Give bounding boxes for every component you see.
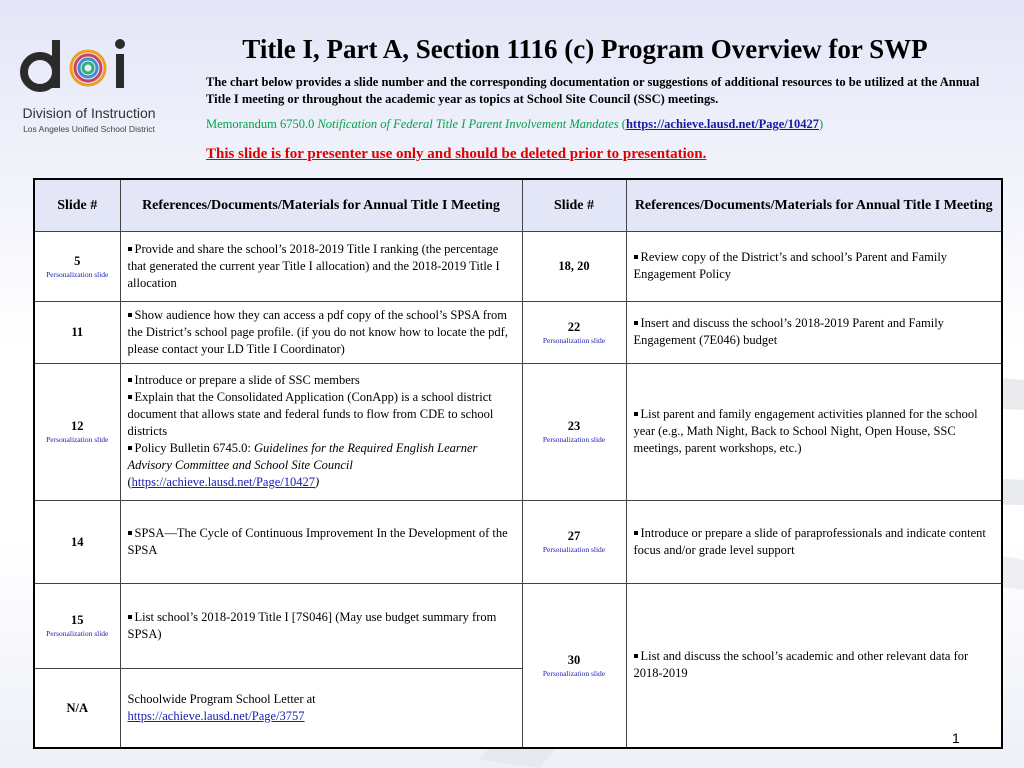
table-row <box>34 363 1002 500</box>
reference-cell <box>626 363 1002 500</box>
reference-cell <box>120 500 522 583</box>
slide-number: 22 <box>567 319 581 334</box>
list-item <box>634 406 995 457</box>
reference-cell <box>626 583 1002 748</box>
reference-cell <box>120 231 522 301</box>
policy-close: ) <box>314 475 320 489</box>
bullet-square-icon <box>128 531 132 535</box>
memorandum-line <box>206 117 996 132</box>
bullet-square-icon <box>128 395 132 399</box>
header-references-2: References/Documents/Materials for Annual Title I Meeting <box>626 179 1002 231</box>
policy-open: ( <box>127 475 132 489</box>
slide-number: 30 <box>567 652 581 667</box>
slide-number-cell <box>34 231 120 301</box>
list-item <box>128 525 515 559</box>
slide-number-cell <box>522 500 626 583</box>
slide-number-cell <box>34 668 120 748</box>
overview-table <box>33 178 1003 749</box>
list-item-text: Insert and discuss the school’s 2018-2019 Parent and Family Engagement (7E046) budget <box>633 316 944 347</box>
doi-logo <box>14 36 154 136</box>
list-item <box>128 241 515 292</box>
list-item-text: Show audience how they can access a pdf copy of the school’s SPSA from the District’s school page profile. (if you do not know how to locate the pdf, please contact your LD Title I Coordinator) <box>127 307 508 356</box>
list-item <box>634 648 995 682</box>
page-number: 1 <box>952 730 960 746</box>
bullet-square-icon <box>634 321 638 325</box>
header-slide-number-2: Slide # <box>522 179 626 231</box>
table-row <box>34 583 1002 668</box>
header-slide-number: Slide # <box>34 179 120 231</box>
intro-text: The chart below provides a slide number and the corresponding documentation or suggestions of additional resources to be utilized at the Annual Title I meeting or throughout the academic year as topics at School Site Council (SSC) meetings. <box>206 75 980 106</box>
bullet-square-icon <box>128 446 132 450</box>
logo-district-name: Los Angeles Unified School District <box>23 124 155 134</box>
personalization-note: Personalization slide <box>46 629 109 638</box>
bullet-square-icon <box>128 615 132 619</box>
page-title: Title I, Part A, Section 1116 (c) Program Overview for SWP <box>242 34 928 64</box>
slide-number-cell <box>34 363 120 500</box>
list-item-text: Introduce or prepare a slide of paraprofessionals and indicate content focus and/or grade level support <box>633 525 986 557</box>
memo-link[interactable]: https://achieve.lausd.net/Page/10427 <box>625 117 820 131</box>
list-item <box>128 372 515 389</box>
list-item <box>634 315 995 349</box>
slide-number-cell <box>522 231 626 301</box>
reference-cell <box>120 301 522 363</box>
slide-number: N/A <box>66 700 89 715</box>
bullet-square-icon <box>128 378 132 382</box>
list-item-text: SPSA—The Cycle of Continuous Improvement In the Development of the SPSA <box>127 525 508 557</box>
bullet-square-icon <box>634 531 638 535</box>
slide-number-cell <box>34 583 120 668</box>
slide-number: 12 <box>71 419 84 433</box>
reference-cell <box>120 583 522 668</box>
list-item <box>634 249 995 283</box>
list-item-text: Provide and share the school’s 2018-2019 Title I ranking (the percentage that generated the current year Title I allocation) and the 2018-2019 Title I allocation <box>127 241 500 290</box>
reference-cell <box>626 231 1002 301</box>
personalization-note: Personalization slide <box>542 435 606 444</box>
memo-title: Notification of Federal Title I Parent Involvement Mandates <box>317 117 619 131</box>
slide-number: 27 <box>567 529 581 543</box>
memo-close: ) <box>819 117 824 131</box>
memo-prefix: Memorandum 6750.0 <box>206 117 318 131</box>
personalization-note: Personalization slide <box>46 269 109 279</box>
list-item-text: Explain that the Consolidated Application (ConApp) is a school district document that allows state and federal funds to flow from CDE to school districts <box>127 390 494 438</box>
bullet-square-icon <box>634 654 638 658</box>
presenter-note: This slide is for presenter use only and should be deleted prior to presentation. <box>206 146 707 162</box>
list-item <box>128 609 515 643</box>
slide-number: 14 <box>71 534 84 549</box>
slide-number: 11 <box>71 325 84 339</box>
reference-cell <box>120 668 522 748</box>
slide-number: 5 <box>74 253 81 268</box>
list-item-text: List school’s 2018-2019 Title I [7S046] (May use budget summary from SPSA) <box>127 609 497 641</box>
bullet-square-icon <box>634 412 638 416</box>
slide-number-cell <box>522 363 626 500</box>
doi-logo-mark <box>20 36 150 94</box>
personalization-note: Personalization slide <box>542 545 606 554</box>
list-item <box>634 525 995 559</box>
list-item <box>128 307 515 358</box>
table-row <box>34 231 1002 301</box>
personalization-note: Personalization slide <box>542 335 606 345</box>
table-header-row <box>34 179 1002 231</box>
header-references: References/Documents/Materials for Annual Title I Meeting <box>120 179 522 231</box>
reference-cell <box>120 363 522 500</box>
slide-number-cell <box>34 500 120 583</box>
bullet-square-icon <box>128 247 132 251</box>
list-item-text: List parent and family engagement activities planned for the school year (e.g., Math Night, Back to School Night, Open House, SSC meetings, parent workshops, etc.) <box>633 407 978 455</box>
table-row <box>34 301 1002 363</box>
policy-title: Guidelines for the Required English Learner Advisory Committee and School Site Council <box>127 441 478 472</box>
slide-number-cell <box>34 301 120 363</box>
list-item-text: Introduce or prepare a slide of SSC members <box>134 373 360 387</box>
slide-number: 15 <box>71 613 84 627</box>
reference-cell <box>626 500 1002 583</box>
memo-open: ( <box>618 117 626 131</box>
bullet-square-icon <box>634 255 638 259</box>
logo-division-name: Division of Instruction <box>22 105 156 121</box>
list-item <box>128 440 515 491</box>
list-item-text: Schoolwide Program School Letter at <box>127 691 316 706</box>
personalization-note: Personalization slide <box>46 435 109 444</box>
slide-number-cell <box>522 583 626 748</box>
policy-prefix: Policy Bulletin 6745.0: <box>134 441 254 455</box>
reference-cell <box>626 301 1002 363</box>
table-row <box>34 500 1002 583</box>
list-item-text: Review copy of the District’s and school’s Parent and Family Engagement Policy <box>633 250 948 281</box>
slide-number: 18, 20 <box>558 259 590 273</box>
personalization-note: Personalization slide <box>542 668 606 678</box>
policy-link[interactable]: https://achieve.lausd.net/Page/10427 <box>131 475 315 489</box>
list-item <box>128 389 515 440</box>
slide-number: 23 <box>567 419 581 433</box>
slide-number-cell <box>522 301 626 363</box>
school-letter-link[interactable]: https://achieve.lausd.net/Page/3757 <box>127 708 305 723</box>
bullet-square-icon <box>128 313 132 317</box>
list-item-text: List and discuss the school’s academic and other relevant data for 2018-2019 <box>633 649 969 681</box>
